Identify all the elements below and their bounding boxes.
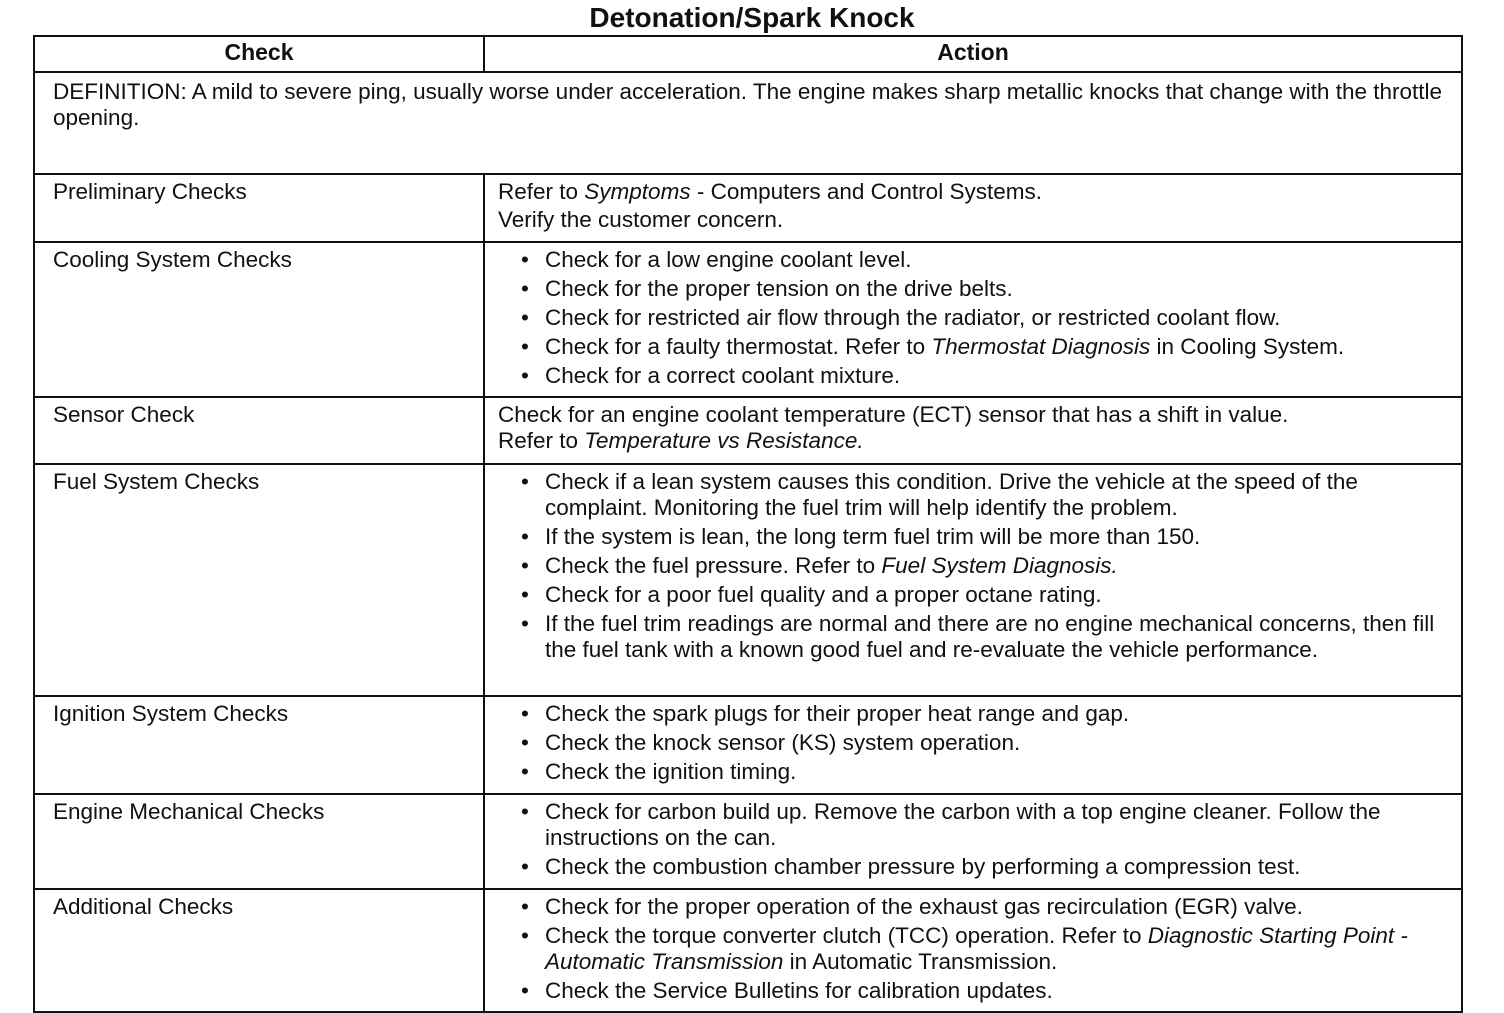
list-item: • Check the combustion chamber pressure by performing a compression test. bbox=[545, 854, 1451, 880]
action-line bbox=[498, 179, 1451, 205]
list-item: • Check the Service Bulletins for calibration updates. bbox=[545, 978, 1451, 1004]
list-item: • Check the knock sensor (KS) system operation. bbox=[545, 730, 1451, 756]
table-row bbox=[34, 397, 1462, 464]
column-header-check: Check bbox=[34, 36, 484, 72]
action-line: Verify the customer concern. bbox=[498, 207, 784, 232]
list-item: • If the system is lean, the long term fuel trim will be more than 150. bbox=[545, 524, 1451, 550]
table-row bbox=[34, 174, 1462, 242]
action-cell bbox=[484, 464, 1462, 696]
text-fragment: Refer to bbox=[498, 179, 585, 204]
check-label: Engine Mechanical Checks bbox=[34, 794, 484, 889]
text-fragment: Refer to bbox=[498, 428, 585, 453]
table-row bbox=[34, 696, 1462, 794]
table-row bbox=[34, 889, 1462, 1012]
reference-link: Thermostat Diagnosis bbox=[931, 334, 1151, 359]
action-list bbox=[498, 799, 1451, 880]
text-fragment: Check for a faulty thermostat. Refer to bbox=[545, 334, 932, 359]
list-item: • Check for a low engine coolant level. bbox=[545, 247, 1451, 273]
text-fragment: in Automatic Transmission. bbox=[783, 949, 1058, 974]
table-row bbox=[34, 794, 1462, 889]
diagnosis-table bbox=[33, 35, 1463, 1013]
list-item: • Check for carbon build up. Remove the carbon with a top engine cleaner. Follow the instructions on the can. bbox=[545, 799, 1451, 851]
text-fragment: in Cooling System. bbox=[1150, 334, 1345, 359]
action-list bbox=[498, 247, 1451, 389]
table-row bbox=[34, 464, 1462, 696]
text-fragment: Check the torque converter clutch (TCC) operation. Refer to bbox=[545, 923, 1148, 948]
reference-link: Fuel System Diagnosis. bbox=[881, 553, 1118, 578]
check-label: Additional Checks bbox=[34, 889, 484, 1012]
action-cell bbox=[484, 889, 1462, 1012]
list-item: • If the fuel trim readings are normal and there are no engine mechanical concerns, then fill the fuel tank with a known good fuel and re-evaluate the vehicle performance. bbox=[545, 611, 1451, 663]
list-item: • Check for a poor fuel quality and a proper octane rating. bbox=[545, 582, 1451, 608]
check-label: Ignition System Checks bbox=[34, 696, 484, 794]
action-list bbox=[498, 469, 1451, 663]
action-cell bbox=[484, 174, 1462, 242]
list-item: • Check for the proper operation of the exhaust gas recirculation (EGR) valve. bbox=[545, 894, 1451, 920]
page-title: Detonation/Spark Knock bbox=[589, 2, 915, 33]
list-item: • Check for restricted air flow through the radiator, or restricted coolant flow. bbox=[545, 305, 1451, 331]
action-line: Check for an engine coolant temperature (ECT) sensor that has a shift in value. bbox=[498, 402, 1289, 427]
list-item: • Check for the proper tension on the drive belts. bbox=[545, 276, 1451, 302]
table-row bbox=[34, 242, 1462, 397]
list-item: • Check the ignition timing. bbox=[545, 759, 1451, 785]
check-label: Fuel System Checks bbox=[34, 464, 484, 696]
action-cell bbox=[484, 696, 1462, 794]
list-item bbox=[545, 923, 1451, 975]
text-fragment: Check the fuel pressure. Refer to bbox=[545, 553, 882, 578]
action-cell bbox=[484, 794, 1462, 889]
action-cell bbox=[484, 242, 1462, 397]
list-item: • Check if a lean system causes this condition. Drive the vehicle at the speed of the complaint. Monitoring the fuel trim will help identify the problem. bbox=[545, 469, 1451, 521]
definition-text: DEFINITION: A mild to severe ping, usually worse under acceleration. The engine makes sharp metallic knocks that change with the throttle opening. bbox=[34, 72, 1462, 174]
check-label: Sensor Check bbox=[34, 397, 484, 464]
check-label: Cooling System Checks bbox=[34, 242, 484, 397]
list-item bbox=[545, 553, 1451, 579]
action-line bbox=[498, 428, 1451, 454]
reference-link: Diagnostic Starting Point - Automatic Transmission bbox=[545, 923, 1408, 974]
check-label: Preliminary Checks bbox=[34, 174, 484, 242]
reference-link: Symptoms bbox=[584, 179, 691, 204]
table-header-row bbox=[34, 36, 1462, 72]
column-header-action: Action bbox=[484, 36, 1462, 72]
action-cell bbox=[484, 397, 1462, 464]
definition-row bbox=[34, 72, 1462, 174]
action-list bbox=[498, 701, 1451, 785]
text-fragment: - Computers and Control Systems. bbox=[690, 179, 1042, 204]
reference-link: Temperature vs Resistance. bbox=[584, 428, 864, 453]
list-item: • Check the spark plugs for their proper heat range and gap. bbox=[545, 701, 1451, 727]
action-list bbox=[498, 894, 1451, 1004]
list-item bbox=[545, 334, 1451, 360]
list-item: • Check for a correct coolant mixture. bbox=[545, 363, 1451, 389]
